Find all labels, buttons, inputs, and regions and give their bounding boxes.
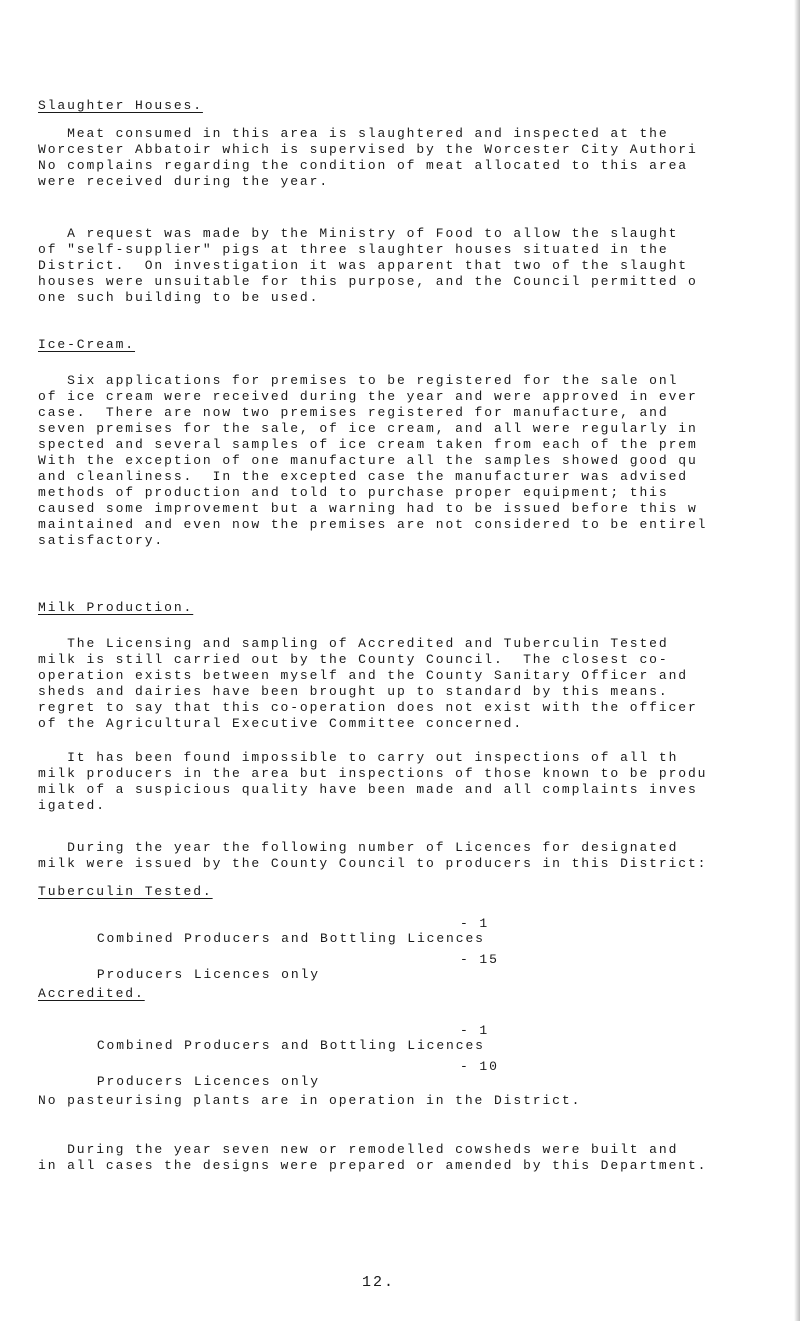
- tuberculin-heading-block: [38, 884, 794, 900]
- slaughter-heading-block: [38, 98, 794, 114]
- text-line: methods of production and told to purchase proper equipment; this: [38, 485, 669, 500]
- text-line: A request was made by the Ministry of Food to allow the slaught: [38, 226, 679, 241]
- text-line: milk of a suspicious quality have been made and all complaints inves: [38, 782, 698, 797]
- milk-paragraph-4: [38, 1142, 794, 1174]
- text-line: Six applications for premises to be registered for the sale onl: [38, 373, 679, 388]
- text-line: milk were issued by the County Council to producers in this District:: [38, 856, 708, 871]
- page-number: 12.: [362, 1274, 396, 1291]
- text-line: igated.: [38, 798, 106, 813]
- text-line: in all cases the designs were prepared or amended by this Department.: [38, 1158, 708, 1173]
- licence-label: Combined Producers and Bottling Licences: [96, 931, 485, 946]
- text-line: of ice cream were received during the year and were approved in ever: [38, 389, 698, 404]
- page-edge-shadow: [794, 0, 800, 1321]
- subheading-tuberculin-tested: Tuberculin Tested.: [38, 884, 213, 899]
- text-line: No complains regarding the condition of meat allocated to this area: [38, 158, 688, 173]
- ice-cream-paragraph: [38, 373, 794, 549]
- text-line: District. On investigation it was apparent that two of the slaught: [38, 258, 688, 273]
- text-line: satisfactory.: [38, 533, 165, 548]
- licence-label: Combined Producers and Bottling Licences: [96, 1038, 485, 1053]
- no-pasteurising-statement: [38, 1093, 794, 1109]
- text-line: Worcester Abbatoir which is supervised by the Worcester City Authori: [38, 142, 698, 157]
- slaughter-paragraph-1: [38, 126, 794, 190]
- licence-label: Producers Licences only: [96, 967, 320, 982]
- text-line: maintained and even now the premises are not considered to be entirel: [38, 517, 708, 532]
- text-line: It has been found impossible to carry out inspections of all th: [38, 750, 679, 765]
- licence-count: - 15: [460, 952, 499, 967]
- milk-paragraph-2: [38, 750, 794, 814]
- text-line: one such building to be used.: [38, 290, 320, 305]
- text-line: milk is still carried out by the County Council. The closest co-: [38, 652, 669, 667]
- section-heading-ice-cream: Ice-Cream.: [38, 337, 136, 352]
- text-line: case. There are now two premises registered for manufacture, and: [38, 405, 669, 420]
- licence-count: - 1: [460, 916, 490, 931]
- subheading-accredited: Accredited.: [38, 986, 145, 1001]
- text-line: Meat consumed in this area is slaughtered and inspected at the: [38, 126, 669, 141]
- text-line: sheds and dairies have been brought up to standard by this means.: [38, 684, 669, 699]
- text-line: spected and several samples of ice cream taken from each of the prem: [38, 437, 698, 452]
- text-line: of "self-supplier" pigs at three slaughter houses situated in the: [38, 242, 669, 257]
- text-line: caused some improvement but a warning had to be issued before this w: [38, 501, 698, 516]
- section-heading-milk-production: Milk Production.: [38, 600, 194, 615]
- licence-label: Producers Licences only: [96, 1074, 320, 1089]
- text-line: milk producers in the area but inspections of those known to be produ: [38, 766, 708, 781]
- text-line: regret to say that this co-operation does not exist with the officer: [38, 700, 698, 715]
- text-line: During the year seven new or remodelled cowsheds were built and: [38, 1142, 679, 1157]
- text-line: and cleanliness. In the excepted case the manufacturer was advised: [38, 469, 688, 484]
- text-line: houses were unsuitable for this purpose, and the Council permitted o: [38, 274, 698, 289]
- text-line: seven premises for the sale, of ice cream, and all were regularly in: [38, 421, 698, 436]
- licence-count: - 10: [460, 1059, 499, 1074]
- text-line: With the exception of one manufacture all the samples showed good qu: [38, 453, 698, 468]
- slaughter-paragraph-2: [38, 226, 794, 306]
- text-line: of the Agricultural Executive Committee concerned.: [38, 716, 524, 731]
- ice-cream-heading-block: [38, 337, 794, 353]
- milk-paragraph-1: [38, 636, 794, 732]
- text-line: operation exists between myself and the County Sanitary Officer and: [38, 668, 688, 683]
- text-line: The Licensing and sampling of Accredited and Tuberculin Tested: [38, 636, 669, 651]
- milk-heading-block: [38, 600, 794, 616]
- section-heading-slaughter-houses: Slaughter Houses.: [38, 98, 203, 113]
- text-line: No pasteurising plants are in operation in the District.: [38, 1093, 582, 1108]
- milk-paragraph-3: [38, 840, 794, 872]
- text-line: During the year the following number of Licences for designated: [38, 840, 679, 855]
- text-line: were received during the year.: [38, 174, 330, 189]
- licence-count: - 1: [460, 1023, 490, 1038]
- accredited-heading-block: [38, 986, 794, 1002]
